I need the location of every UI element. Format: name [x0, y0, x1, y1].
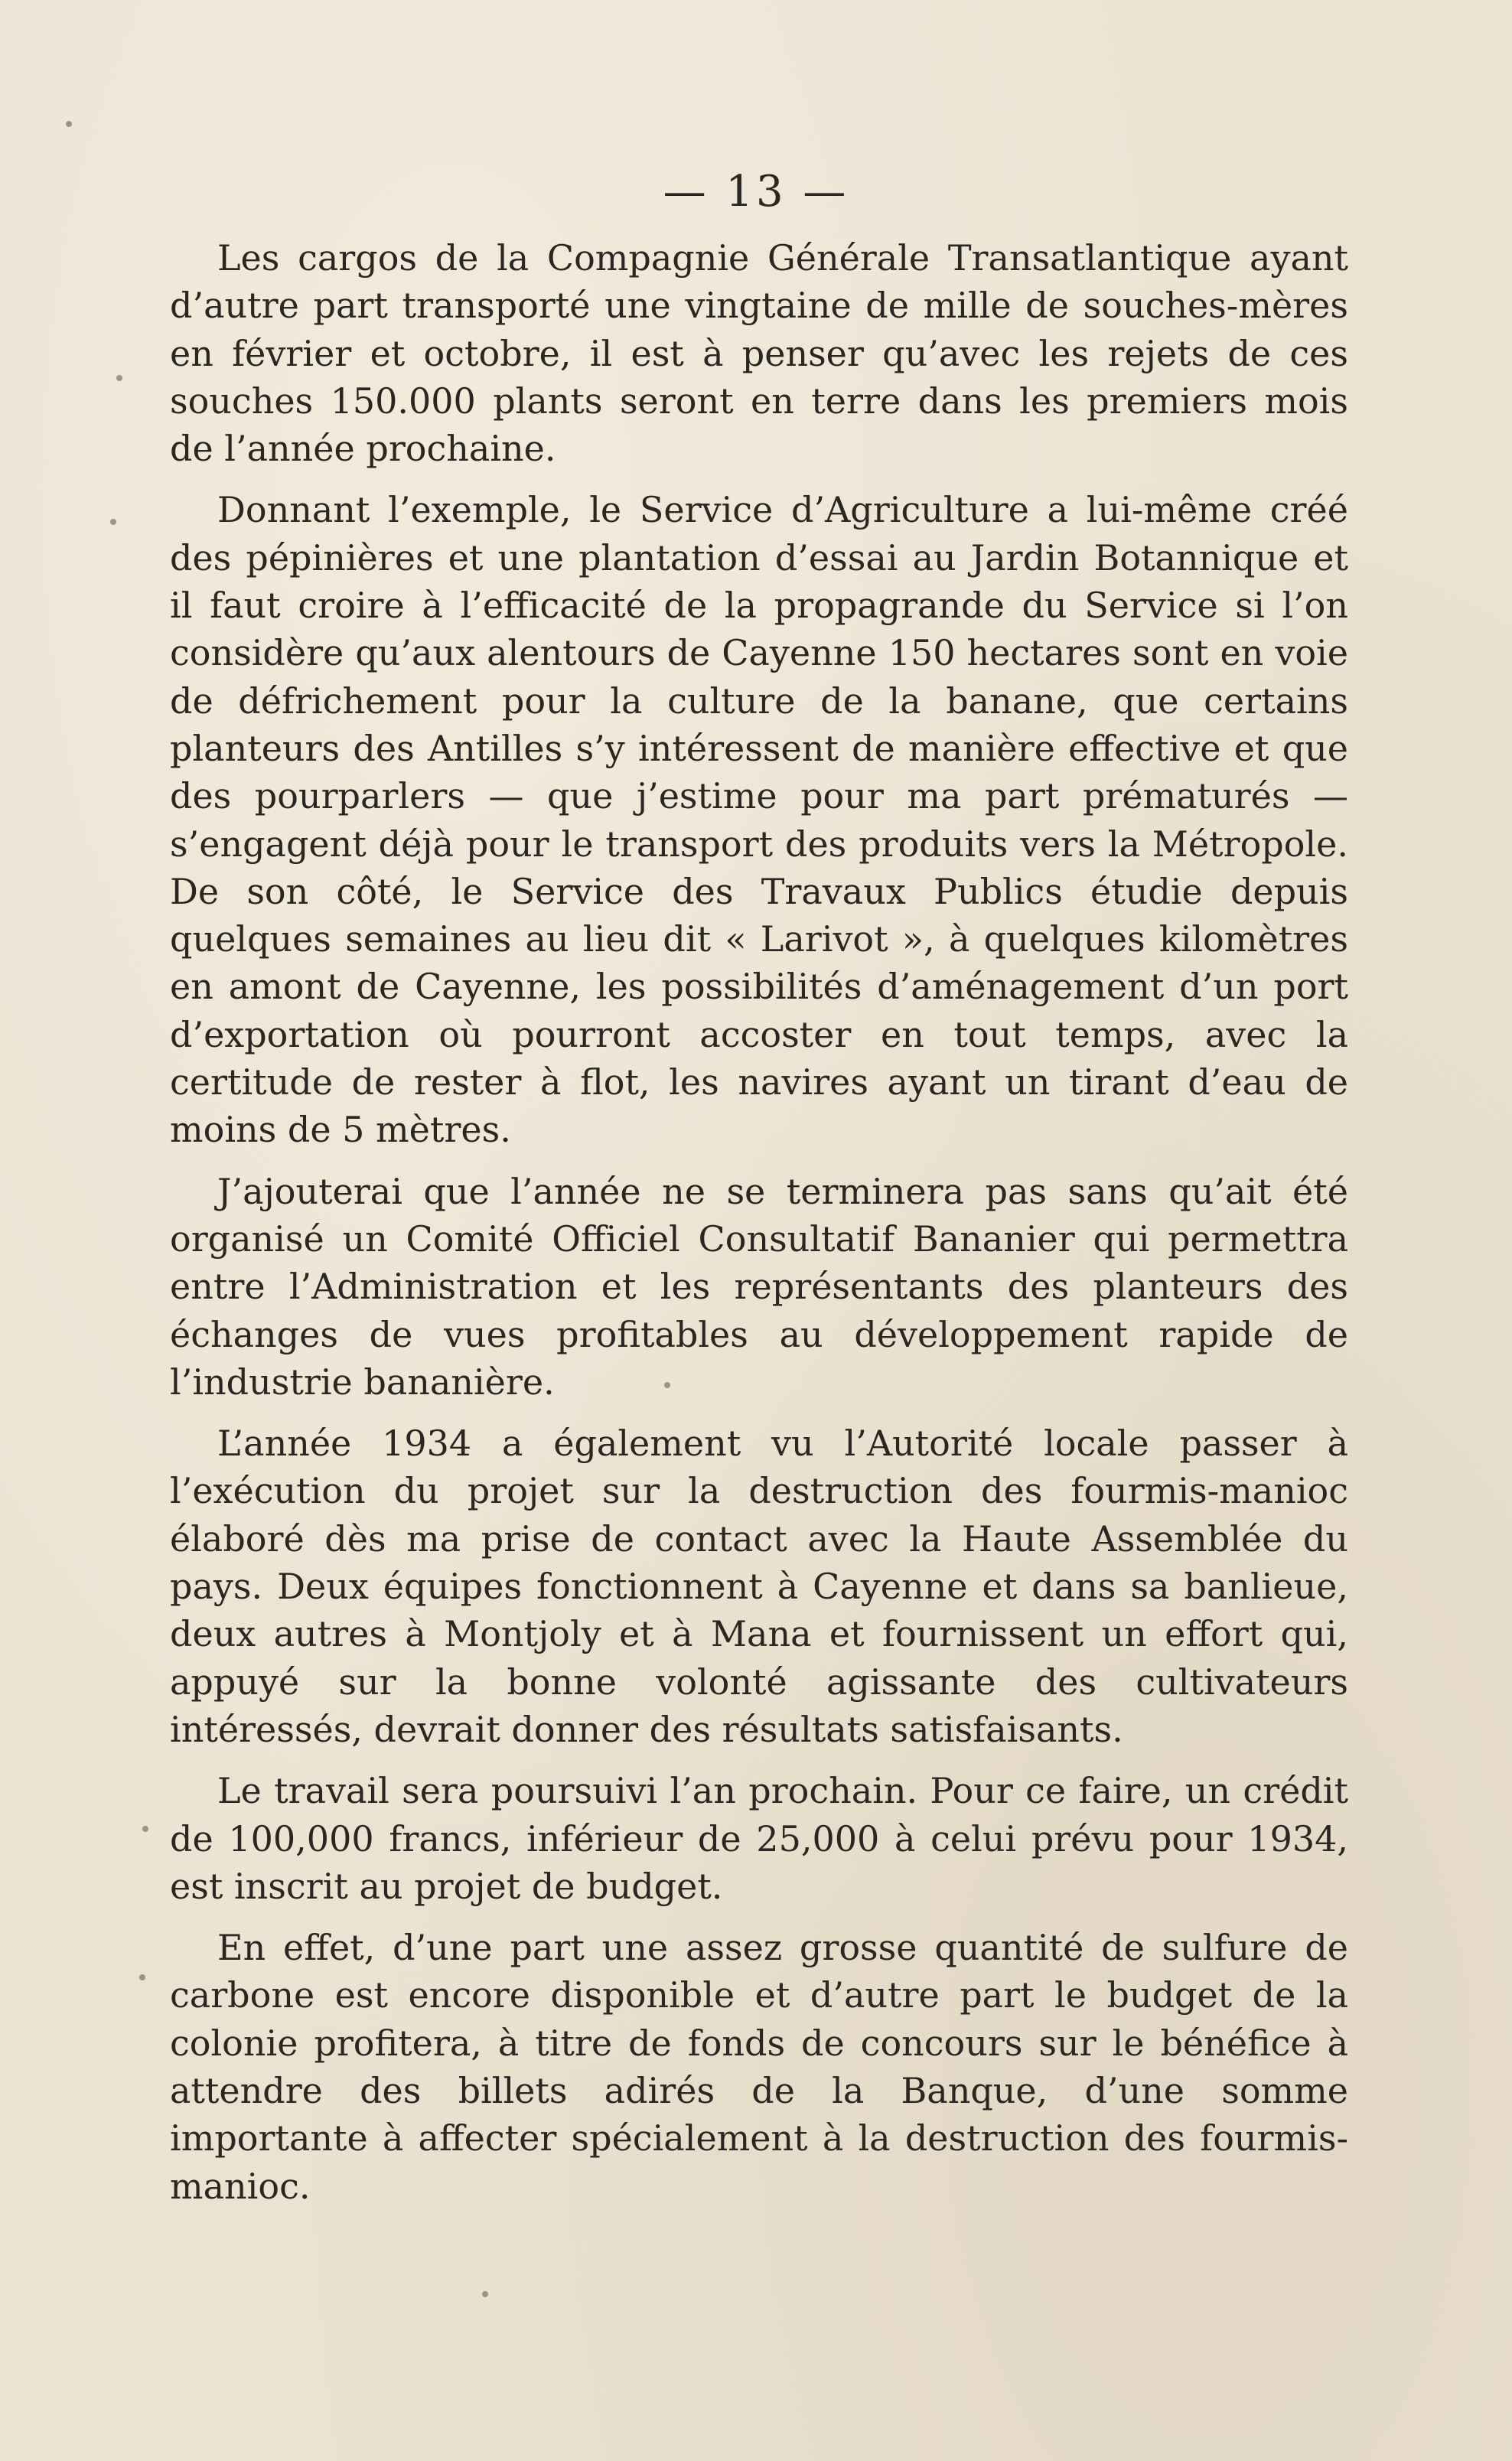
margin-speck [110, 519, 116, 525]
margin-speck [66, 121, 72, 127]
paragraph-sulfure-carbone: En effet, d’une part une assez grosse quantité de sulfure de carbone est encore disponible et d’autre part le budget de la colonie profitera, à titre de fonds de concours sur le bénéfice à attendre des billets adirés de la Banque, d’une somme importante à affecter spécialement à la destruction des fourmis-manioc. [170, 1927, 1348, 2207]
body-text [170, 234, 1348, 2210]
paragraph-credit: Le travail sera poursuivi l’an prochain. Pour ce faire, un crédit de 100,000 francs, inférieur de 25,000 à celui prévu pour 1934, est inscrit au projet de budget. [170, 1770, 1348, 1907]
margin-speck [142, 1826, 148, 1832]
paragraph-service-agriculture: Donnant l’exemple, le Service d’Agriculture a lui-même créé des pépinières et une plantation d’essai au Jardin Botannique et il faut croire à l’efficacité de la propagrande du Service si l’on considère qu’aux alentours de Cayenne 150 hectares sont en voie de défrichement pour la culture de la banane, que certains planteurs des Antilles s’y intéressent de manière effective et que des pourparlers — que j’estime pour ma part prématurés — s’engagent déjà pour le transport des produits vers la Métropole. De son côté, le Service des Travaux Publics étudie depuis quelques semaines au lieu dit « Larivot », à quelques kilomètres en amont de Cayenne, les possibilités d’aménagement d’un port d’exportation où pourront accoster en tout temps, avec la certitude de rester à flot, les navires ayant un tirant d’eau de moins de 5 mètres. [170, 489, 1348, 1151]
paragraph-comite-bananier: J’ajouterai que l’année ne se terminera pas sans qu’ait été organisé un Comité Officiel Consultatif Bananier qui permettra entre l’Administration et les représentants des planteurs des échanges de vues profitables au développement rapide de l’industrie bananière. [170, 1170, 1348, 1403]
page-number: — 13 — [663, 167, 849, 217]
paragraph-fourmis-manioc: L’année 1934 a également vu l’Autorité locale passer à l’exécution du projet sur la destruction des fourmis-manioc élaboré dès ma prise de contact avec la Haute Assemblée du pays. Deux équipes fonctionnent à Cayenne et dans sa banlieue, deux autres à Montjoly et à Mana et fournissent un effort qui, appuyé sur la bonne volonté agissante des cultivateurs intéressés, devrait donner des résultats satisfaisants. [170, 1423, 1348, 1750]
margin-speck [116, 375, 122, 381]
margin-speck [139, 1974, 145, 1980]
margin-speck [664, 1382, 670, 1388]
margin-speck [482, 2291, 488, 2297]
paragraph-cargos: Les cargos de la Compagnie Générale Transatlantique ayant d’autre part transporté une vingtaine de mille de souches-mères en février et octobre, il est à penser qu’avec les rejets de ces souches 150.000 plants seront en terre dans les premiers mois de l’année prochaine. [170, 237, 1348, 470]
